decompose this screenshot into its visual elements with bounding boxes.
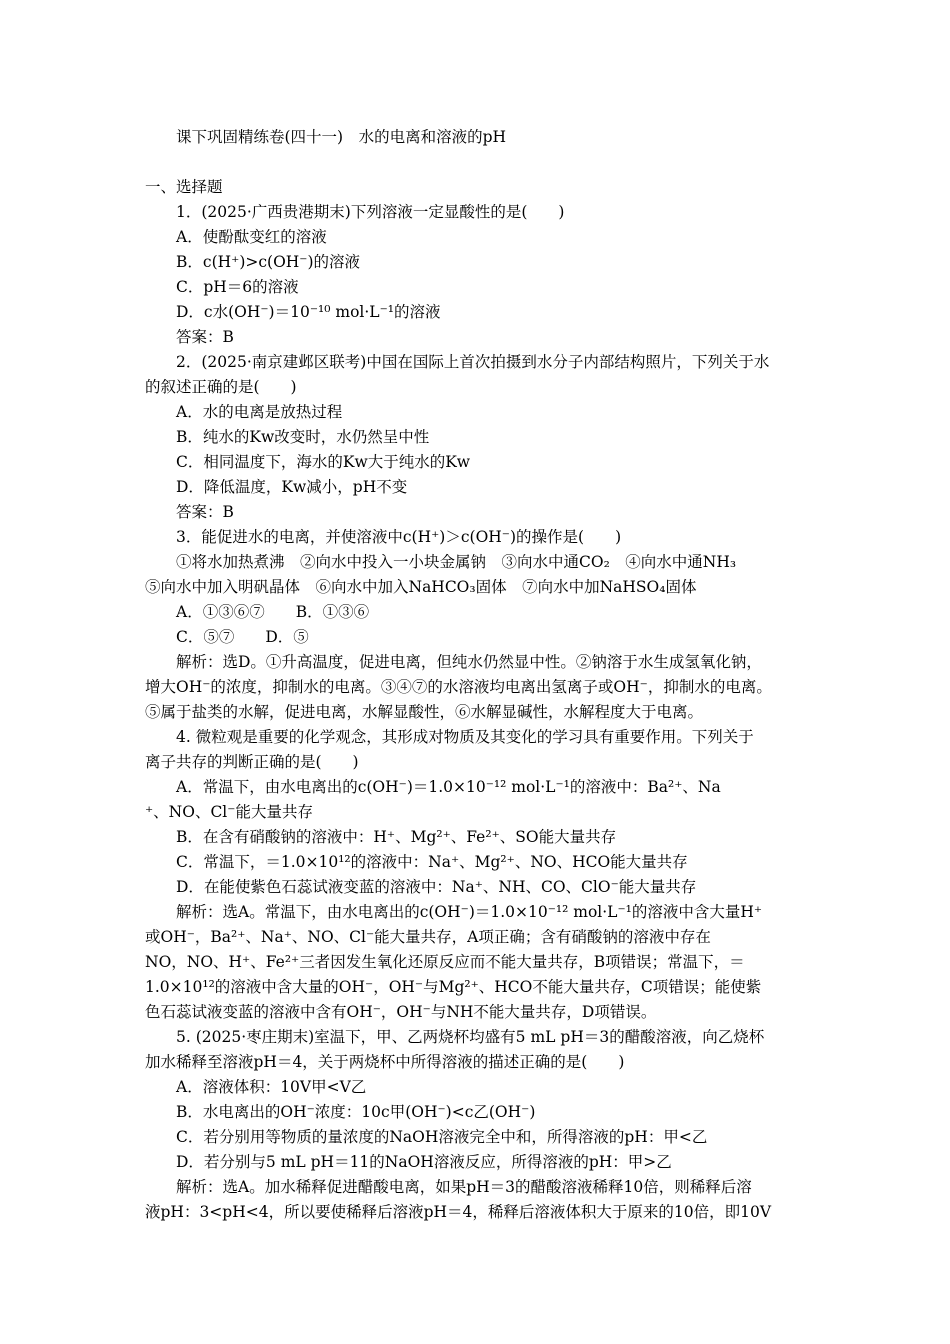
q3-options-cd: C．⑤⑦ D．⑤ bbox=[176, 628, 309, 646]
q1-option-b: B．c(H⁺)>c(OH⁻)的溶液 bbox=[176, 253, 361, 271]
q5-option-b: B．水电离出的OH⁻浓度：10c甲(OH⁻)<c乙(OH⁻) bbox=[176, 1103, 536, 1121]
q5-stem-line1: 5. (2025·枣庄期末)室温下，甲、乙两烧杯均盛有5 mL pH＝3的醋酸溶液，向乙烧杯 bbox=[176, 1028, 765, 1046]
q4-stem-line1: 4. 微粒观是重要的化学观念，其形成对物质及其变化的学习具有重要作用。下列关于 bbox=[176, 728, 754, 746]
q2-option-b: B．纯水的Kw改变时，水仍然呈中性 bbox=[176, 428, 430, 446]
q2-option-c: C．相同温度下，海水的Kw大于纯水的Kw bbox=[176, 453, 471, 471]
q5-explanation-line2: 液pH：3<pH<4，所以要使稀释后溶液pH＝4，稀释后溶液体积大于原来的10倍，即10V bbox=[145, 1203, 772, 1221]
q5-option-a: A．溶液体积：10V甲<V乙 bbox=[176, 1078, 367, 1096]
q4-option-a-line2: ⁺、NO、Cl⁻能大量共存 bbox=[145, 803, 313, 821]
q1-answer: 答案：B bbox=[176, 328, 234, 346]
q4-explanation-line3: NO，NO、H⁺、Fe²⁺三者因发生氧化还原反应而不能大量共存，B项错误；常温下，＝ bbox=[145, 953, 745, 971]
q3-stem: 3．能促进水的电离，并使溶液中c(H⁺)＞c(OH⁻)的操作是( ) bbox=[176, 528, 622, 546]
q2-stem-line1: 2．(2025·南京建邺区联考)中国在国际上首次拍摄到水分子内部结构照片，下列关于水 bbox=[176, 353, 770, 371]
q5-explanation-line1: 解析：选A。加水稀释促进醋酸电离，如果pH＝3的醋酸溶液稀释10倍，则稀释后溶 bbox=[176, 1178, 752, 1196]
section-heading: 一、选择题 bbox=[145, 178, 223, 196]
q4-option-b: B．在含有硝酸钠的溶液中：H⁺、Mg²⁺、Fe²⁺、SO能大量共存 bbox=[176, 828, 617, 846]
q4-stem-line2: 离子共存的判断正确的是( ) bbox=[145, 753, 359, 771]
q4-explanation-line5: 色石蕊试液变蓝的溶液中含有OH⁻，OH⁻与NH不能大量共存，D项错误。 bbox=[145, 1003, 657, 1021]
q1-option-a: A．使酚酞变红的溶液 bbox=[176, 228, 327, 246]
q3-operations-line1: ①将水加热煮沸 ②向水中投入一小块金属钠 ③向水中通CO₂ ④向水中通NH₃ bbox=[176, 553, 737, 571]
q2-option-a: A．水的电离是放热过程 bbox=[176, 403, 343, 421]
q3-explanation-line2: 增大OH⁻的浓度，抑制水的电离。③④⑦的水溶液均电离出氢离子或OH⁻，抑制水的电离。 bbox=[145, 678, 772, 696]
q5-stem-line2: 加水稀释至溶液pH＝4，关于两烧杯中所得溶液的描述正确的是( ) bbox=[145, 1053, 625, 1071]
q1-stem: 1．(2025·广西贵港期末)下列溶液一定显酸性的是( ) bbox=[176, 203, 565, 221]
q4-option-a-line1: A．常温下，由水电离出的c(OH⁻)＝1.0×10⁻¹² mol·L⁻¹的溶液中：Ba²⁺、Na bbox=[176, 778, 721, 796]
q3-options-ab: A．①③⑥⑦ B．①③⑥ bbox=[176, 603, 370, 621]
q1-option-c: C．pH＝6的溶液 bbox=[176, 278, 299, 296]
q4-option-d: D．在能使紫色石蕊试液变蓝的溶液中：Na⁺、NH、CO、ClO⁻能大量共存 bbox=[176, 878, 697, 896]
q4-explanation-line2: 或OH⁻，Ba²⁺、Na⁺、NO、Cl⁻能大量共存，A项正确；含有硝酸钠的溶液中存在 bbox=[145, 928, 711, 946]
q3-operations-line2: ⑤向水中加入明矾晶体 ⑥向水中加入NaHCO₃固体 ⑦向水中加NaHSO₄固体 bbox=[145, 578, 697, 596]
q4-option-c: C．常温下，＝1.0×10¹²的溶液中：Na⁺、Mg²⁺、NO、HCO能大量共存 bbox=[176, 853, 688, 871]
page-title: 课下巩固精练卷(四十一) 水的电离和溶液的pH bbox=[176, 128, 507, 146]
q5-option-c: C．若分别用等物质的量浓度的NaOH溶液完全中和，所得溶液的pH：甲<乙 bbox=[176, 1128, 708, 1146]
document-body bbox=[145, 125, 809, 1225]
q4-explanation-line1: 解析：选A。常温下，由水电离出的c(OH⁻)＝1.0×10⁻¹² mol·L⁻¹的溶液中含大量H⁺ bbox=[176, 903, 763, 921]
q2-option-d: D．降低温度，Kw减小，pH不变 bbox=[176, 478, 408, 496]
q3-explanation-line3: ⑤属于盐类的水解，促进电离，水解显酸性，⑥水解显碱性，水解程度大于电离。 bbox=[145, 703, 704, 721]
q1-option-d: D．c水(OH⁻)＝10⁻¹⁰ mol·L⁻¹的溶液 bbox=[176, 303, 441, 321]
q2-answer: 答案：B bbox=[176, 503, 234, 521]
q5-option-d: D．若分别与5 mL pH＝11的NaOH溶液反应，所得溶液的pH：甲>乙 bbox=[176, 1153, 672, 1171]
q4-explanation-line4: 1.0×10¹²的溶液中含大量的OH⁻，OH⁻与Mg²⁺、HCO不能大量共存，C项错误；能使紫 bbox=[145, 978, 762, 996]
q2-stem-line2: 的叙述正确的是( ) bbox=[145, 378, 297, 396]
q3-explanation-line1: 解析：选D。①升高温度，促进电离，但纯水仍然显中性。②钠溶于水生成氢氧化钠， bbox=[176, 653, 762, 671]
